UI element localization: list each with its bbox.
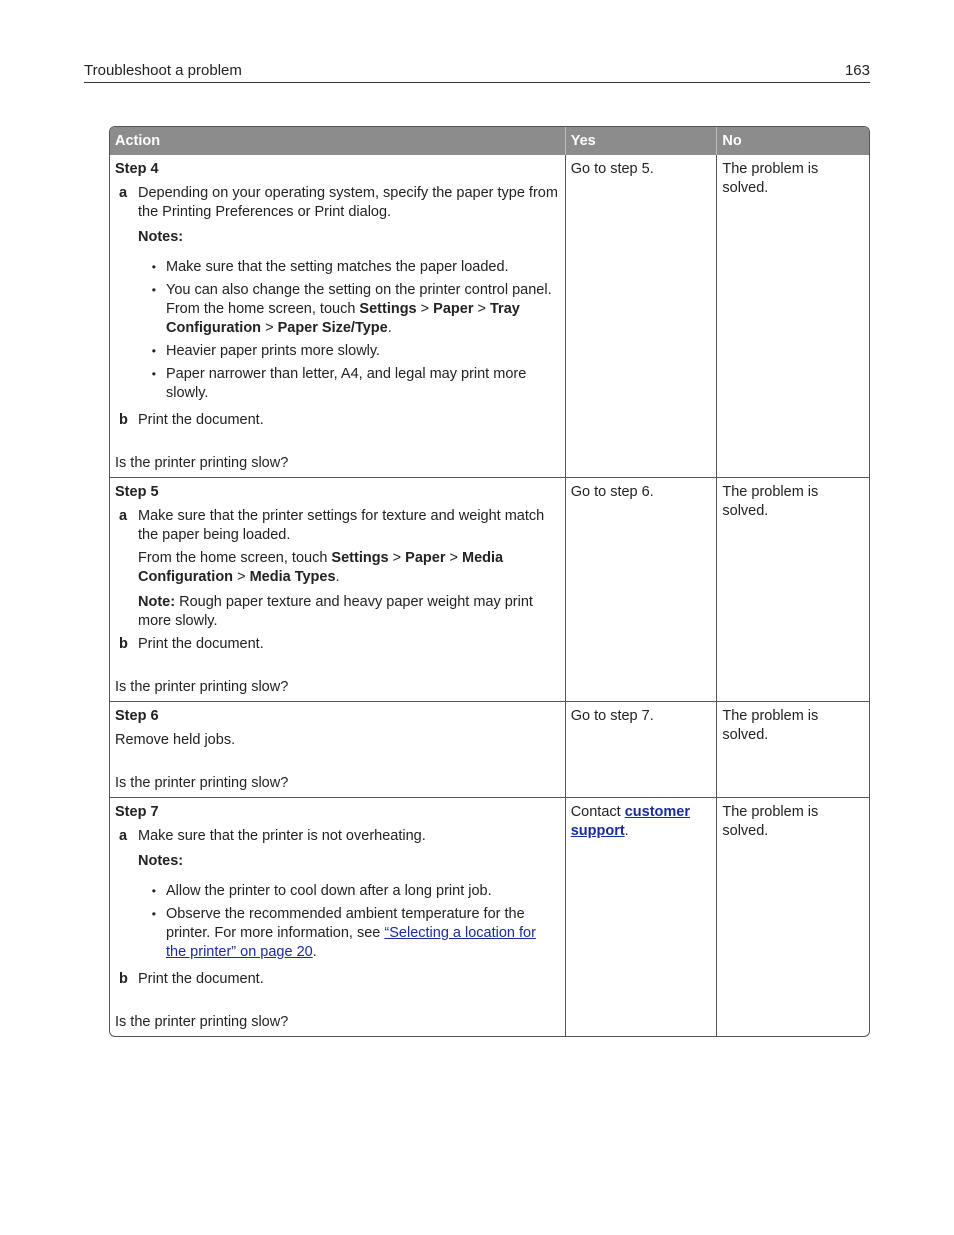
notes-label: Notes: — [138, 853, 184, 869]
substep-b — [115, 411, 560, 430]
bullet-item — [138, 342, 560, 361]
menu-settings: Settings — [331, 550, 389, 566]
substep-text: Print the document. — [138, 636, 264, 652]
column-header-action: Action — [110, 127, 565, 155]
action-cell — [110, 701, 565, 797]
substep-text: Print the document. — [138, 412, 264, 428]
substep-letter: b — [119, 412, 128, 428]
bullet-item — [138, 281, 560, 338]
substep-b — [115, 635, 560, 654]
table-row-step-5 — [110, 477, 869, 701]
step-text: Remove held jobs. — [115, 732, 236, 748]
yes-cell: Go to step 5. — [565, 155, 717, 477]
bullet-text: Allow the printer to cool down after a long print job. — [166, 883, 492, 899]
column-header-yes: Yes — [565, 127, 717, 155]
bullet-icon: • — [151, 367, 156, 381]
substep-letter: a — [119, 185, 128, 201]
yes-cell: Contact customer support. — [565, 797, 717, 1036]
menu-settings: Settings — [359, 301, 417, 317]
step-question: Is the printer printing slow? — [115, 1014, 289, 1030]
no-cell: The problem is solved. — [716, 155, 869, 477]
step-title: Step 5 — [115, 484, 159, 500]
page-number: 163 — [844, 62, 870, 79]
menu-media-types: Media Types — [249, 569, 336, 585]
column-header-no: No — [716, 127, 869, 155]
bullet-text: You can also change the setting on the printer control panel. From the home screen, touch Settings > Paper > Tray Configuration > Paper Size/Type. — [166, 282, 552, 336]
substep-text: Make sure that the printer is not overheating. — [138, 828, 426, 844]
substep-letter: b — [119, 971, 128, 987]
bullet-icon: • — [151, 344, 156, 358]
section-title: Troubleshoot a problem — [84, 62, 242, 79]
bullet-text: Make sure that the setting matches the paper loaded. — [166, 259, 509, 275]
bullet-item — [138, 882, 560, 901]
bullet-text: Paper narrower than letter, A4, and legal may print more slowly. — [166, 366, 527, 401]
yes-cell: Go to step 6. — [565, 477, 717, 701]
bullet-item — [138, 905, 560, 962]
no-cell: The problem is solved. — [716, 477, 869, 701]
note-label: Note: — [138, 594, 176, 610]
bullet-item — [138, 365, 560, 403]
note: Note: Rough paper texture and heavy paper weight may print more slowly. — [138, 594, 533, 629]
troubleshooting-table — [109, 126, 870, 1037]
substep-text: Print the document. — [138, 971, 264, 987]
menu-paper: Paper — [433, 301, 474, 317]
menu-paper: Paper — [405, 550, 446, 566]
no-cell: The problem is solved. — [716, 701, 869, 797]
action-cell — [110, 477, 565, 701]
substep-text: Make sure that the printer settings for texture and weight match the paper being loaded. — [138, 508, 545, 543]
menu-media-configuration: Media Configuration — [138, 550, 504, 585]
bullet-icon: • — [151, 907, 156, 921]
substep-a — [115, 184, 560, 407]
customer-support-link[interactable]: customer support — [570, 804, 690, 839]
page-header — [84, 60, 870, 83]
table-header-row — [110, 127, 869, 155]
substep-text: Depending on your operating system, specify the paper type from the Printing Preferences or Print dialog. — [138, 185, 558, 220]
yes-cell: Go to step 7. — [565, 701, 717, 797]
substep-letter: a — [119, 828, 128, 844]
substep-a — [115, 827, 560, 966]
table-row-step-4 — [110, 155, 869, 477]
substep-a — [115, 507, 560, 631]
action-cell — [110, 155, 565, 477]
substep-letter: a — [119, 508, 128, 524]
substep-letter: b — [119, 636, 128, 652]
step-title: Step 6 — [115, 708, 159, 724]
menu-paper-size-type: Paper Size/Type — [277, 320, 388, 336]
notes-label: Notes: — [138, 229, 184, 245]
bullet-text: Observe the recommended ambient temperature for the printer. For more information, see “Selecting a location for the printer” on page 20. — [166, 906, 536, 960]
bullet-icon: • — [151, 260, 156, 274]
step-question: Is the printer printing slow? — [115, 679, 289, 695]
table-row-step-6 — [110, 701, 869, 797]
bullet-item — [138, 258, 560, 277]
no-cell: The problem is solved. — [716, 797, 869, 1036]
step-question: Is the printer printing slow? — [115, 455, 289, 471]
step-title: Step 7 — [115, 804, 159, 820]
bullet-text: Heavier paper prints more slowly. — [166, 343, 381, 359]
bullet-icon: • — [151, 283, 156, 297]
step-question: Is the printer printing slow? — [115, 775, 289, 791]
substep-b — [115, 970, 560, 989]
location-link[interactable]: “Selecting a location for the printer” on page 20 — [166, 925, 536, 960]
step-title: Step 4 — [115, 161, 159, 177]
action-cell — [110, 797, 565, 1036]
menu-path: From the home screen, touch Settings > Paper > Media Configuration > Media Types. — [138, 550, 504, 585]
table-row-step-7 — [110, 797, 869, 1036]
menu-tray-configuration: Tray Configuration — [166, 301, 520, 336]
bullet-icon: • — [151, 884, 156, 898]
